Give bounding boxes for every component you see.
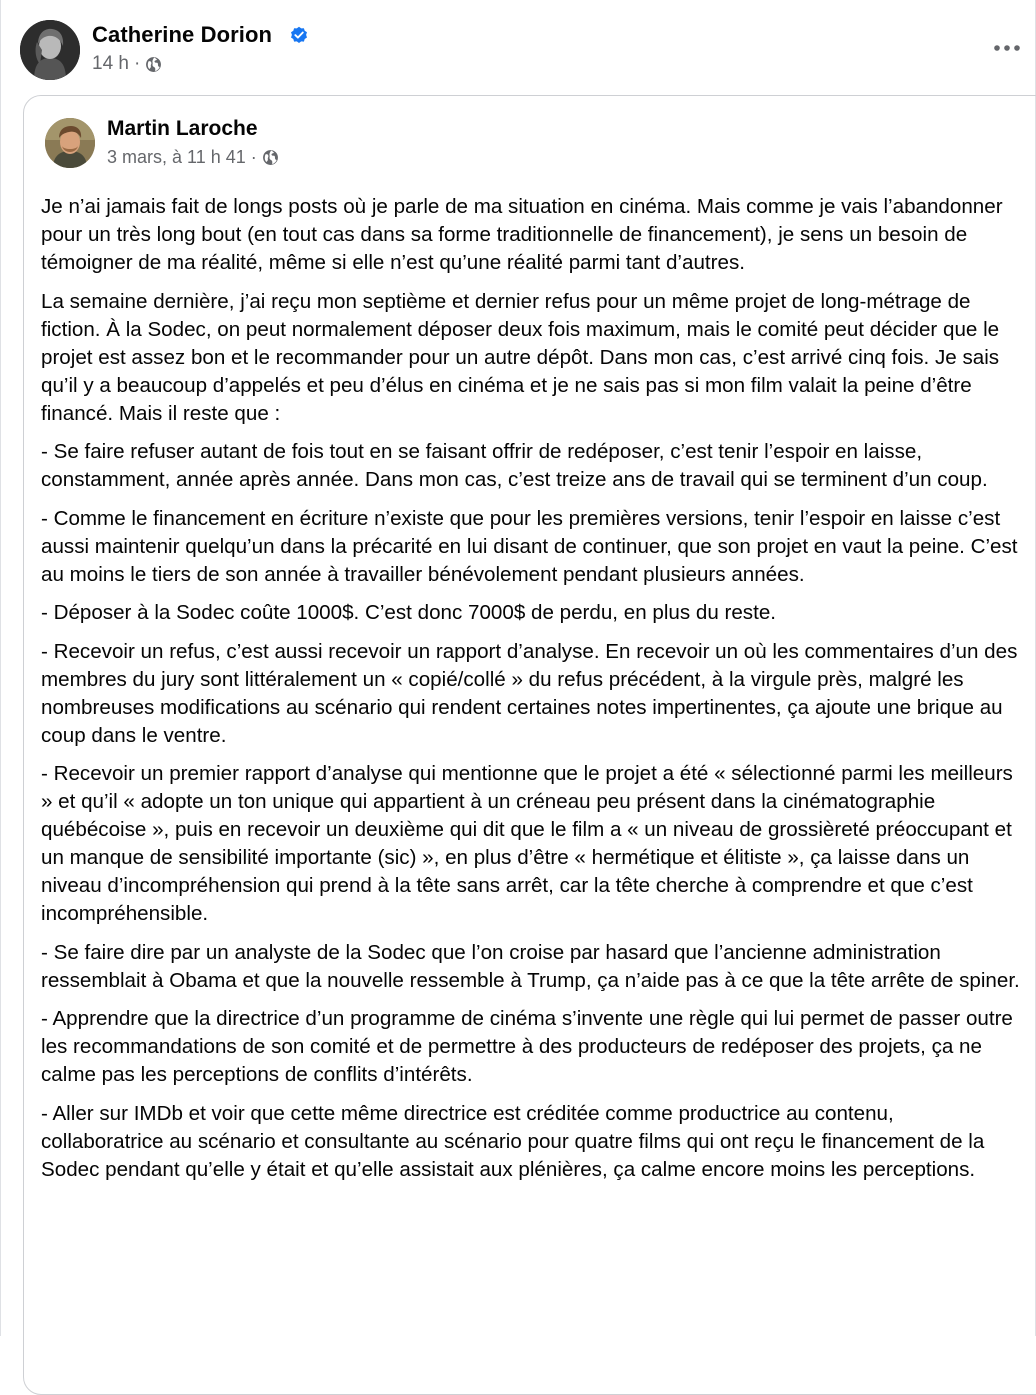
shared-post-card[interactable]: [23, 95, 1036, 1395]
shared-post-meta: [107, 147, 279, 168]
author-name[interactable]: Catherine Dorion: [92, 22, 273, 47]
post-header: [1, 0, 1036, 92]
author-avatar[interactable]: [20, 20, 80, 80]
shared-post-timestamp[interactable]: 3 mars, à 11 h 41: [107, 147, 246, 167]
post-paragraph: - Apprendre que la directrice d’un programme de cinéma s’invente une règle qui lui permet de passer outre les recommandations de son comité et de permettre à des producteurs de redéposer des projets, ça ne calme pas les perceptions de conflits d’intérêts.: [41, 1007, 1013, 1086]
more-dots-icon: [993, 44, 1021, 52]
meta-separator: ·: [133, 53, 141, 74]
shared-post-body: [41, 193, 1021, 1194]
post-paragraph: - Comme le financement en écriture n’existe que pour les premières versions, tenir l’espoir en laisse c’est aussi maintenir quelqu’un dans la précarité en lui disant de continuer, que son projet en vaut la peine. C’est au moins le tiers de son année à travailler bénévolement pendant plusieurs années.: [41, 506, 1018, 586]
avatar-image: [20, 20, 80, 80]
post-meta: [92, 53, 162, 75]
post-paragraph: - Se faire refuser autant de fois tout en se faisant offrir de redéposer, c’est tenir l’espoir en laisse, constamment, année après année. Dans mon cas, c’est treize ans de travail qui se terminent d’un coup.: [41, 440, 988, 491]
more-options-button[interactable]: [986, 33, 1028, 63]
post-paragraph: - Recevoir un premier rapport d’analyse qui mentionne que le projet a été « sélectionné parmi les meilleurs » et qu’il « adopte un ton unique qui appartient à un créneau peu présent dans la cinématographie québécoise », puis en recevoir un deuxième qui dit que le film a « un niveau de grossièreté préoccupant et un manque de sensibilité importante (sic) », en plus d’être « hermétique et élitiste », ça laisse dans un niveau d’incompréhension qui prend à la tête sans arrêt, car la tête cherche à comprendre et que c’est incompréhensible.: [41, 762, 1013, 925]
shared-author-name[interactable]: Martin Laroche: [107, 117, 258, 140]
globe-icon: [262, 149, 279, 166]
post-timestamp[interactable]: 14 h: [92, 53, 129, 74]
post-paragraph: - Se faire dire par un analyste de la Sodec que l’on croise par hasard que l’ancienne administration ressemblait à Obama et que la nouvelle ressemble à Trump, ça n’aide pas à ce que la tête arrête de spiner.: [41, 940, 1020, 992]
post-paragraph: - Recevoir un refus, c’est aussi recevoir un rapport d’analyse. En recevoir un où les commentaires d’un des membres du jury sont littéralement un « copié/collé » du refus précédent, à la virgule près, malgré les nombreuses modifications au scénario qui rendent certaines notes impertinentes, ça ajoute une brique au coup dans le ventre.: [41, 639, 1018, 747]
shared-author-avatar[interactable]: [45, 118, 95, 168]
post-paragraph: Je n’ai jamais fait de longs posts où je parle de ma situation en cinéma. Mais comme je vais l’abandonner pour un très long bout (en tout cas dans sa forme traditionnelle de financement), je sens un besoin de témoigner de ma réalité, même si elle n’est qu’une réalité parmi tant d’autres.: [41, 195, 1003, 274]
meta-separator: ·: [250, 147, 257, 167]
post-paragraph: La semaine dernière, j’ai reçu mon septième et dernier refus pour un même projet de long-métrage de fiction. À la Sodec, on peut normalement déposer deux fois maximum, mais le comité peut décider que le projet est assez bon et le recommander pour un autre dépôt. Dans mon cas, c’est arrivé cinq fois. Je sais qu’il y a beaucoup d’appelés et peu d’élus en cinéma et je ne sais pas si mon film valait la peine d’être financé. Mais il reste que :: [41, 289, 1000, 425]
post-paragraph: - Déposer à la Sodec coûte 1000$. C’est donc 7000$ de perdu, en plus du reste.: [41, 601, 776, 624]
avatar-image: [45, 118, 95, 168]
verified-badge-icon: [290, 26, 308, 44]
globe-icon: [145, 56, 162, 73]
post-paragraph: - Aller sur IMDb et voir que cette même directrice est créditée comme productrice au contenu, collaboratrice au scénario et consultante au scénario pour quatre films qui ont reçu le financement de la Sodec pendant qu’elle y était et qu’elle assistait aux plénières, ça calme encore moins les perceptions.: [41, 1101, 985, 1181]
